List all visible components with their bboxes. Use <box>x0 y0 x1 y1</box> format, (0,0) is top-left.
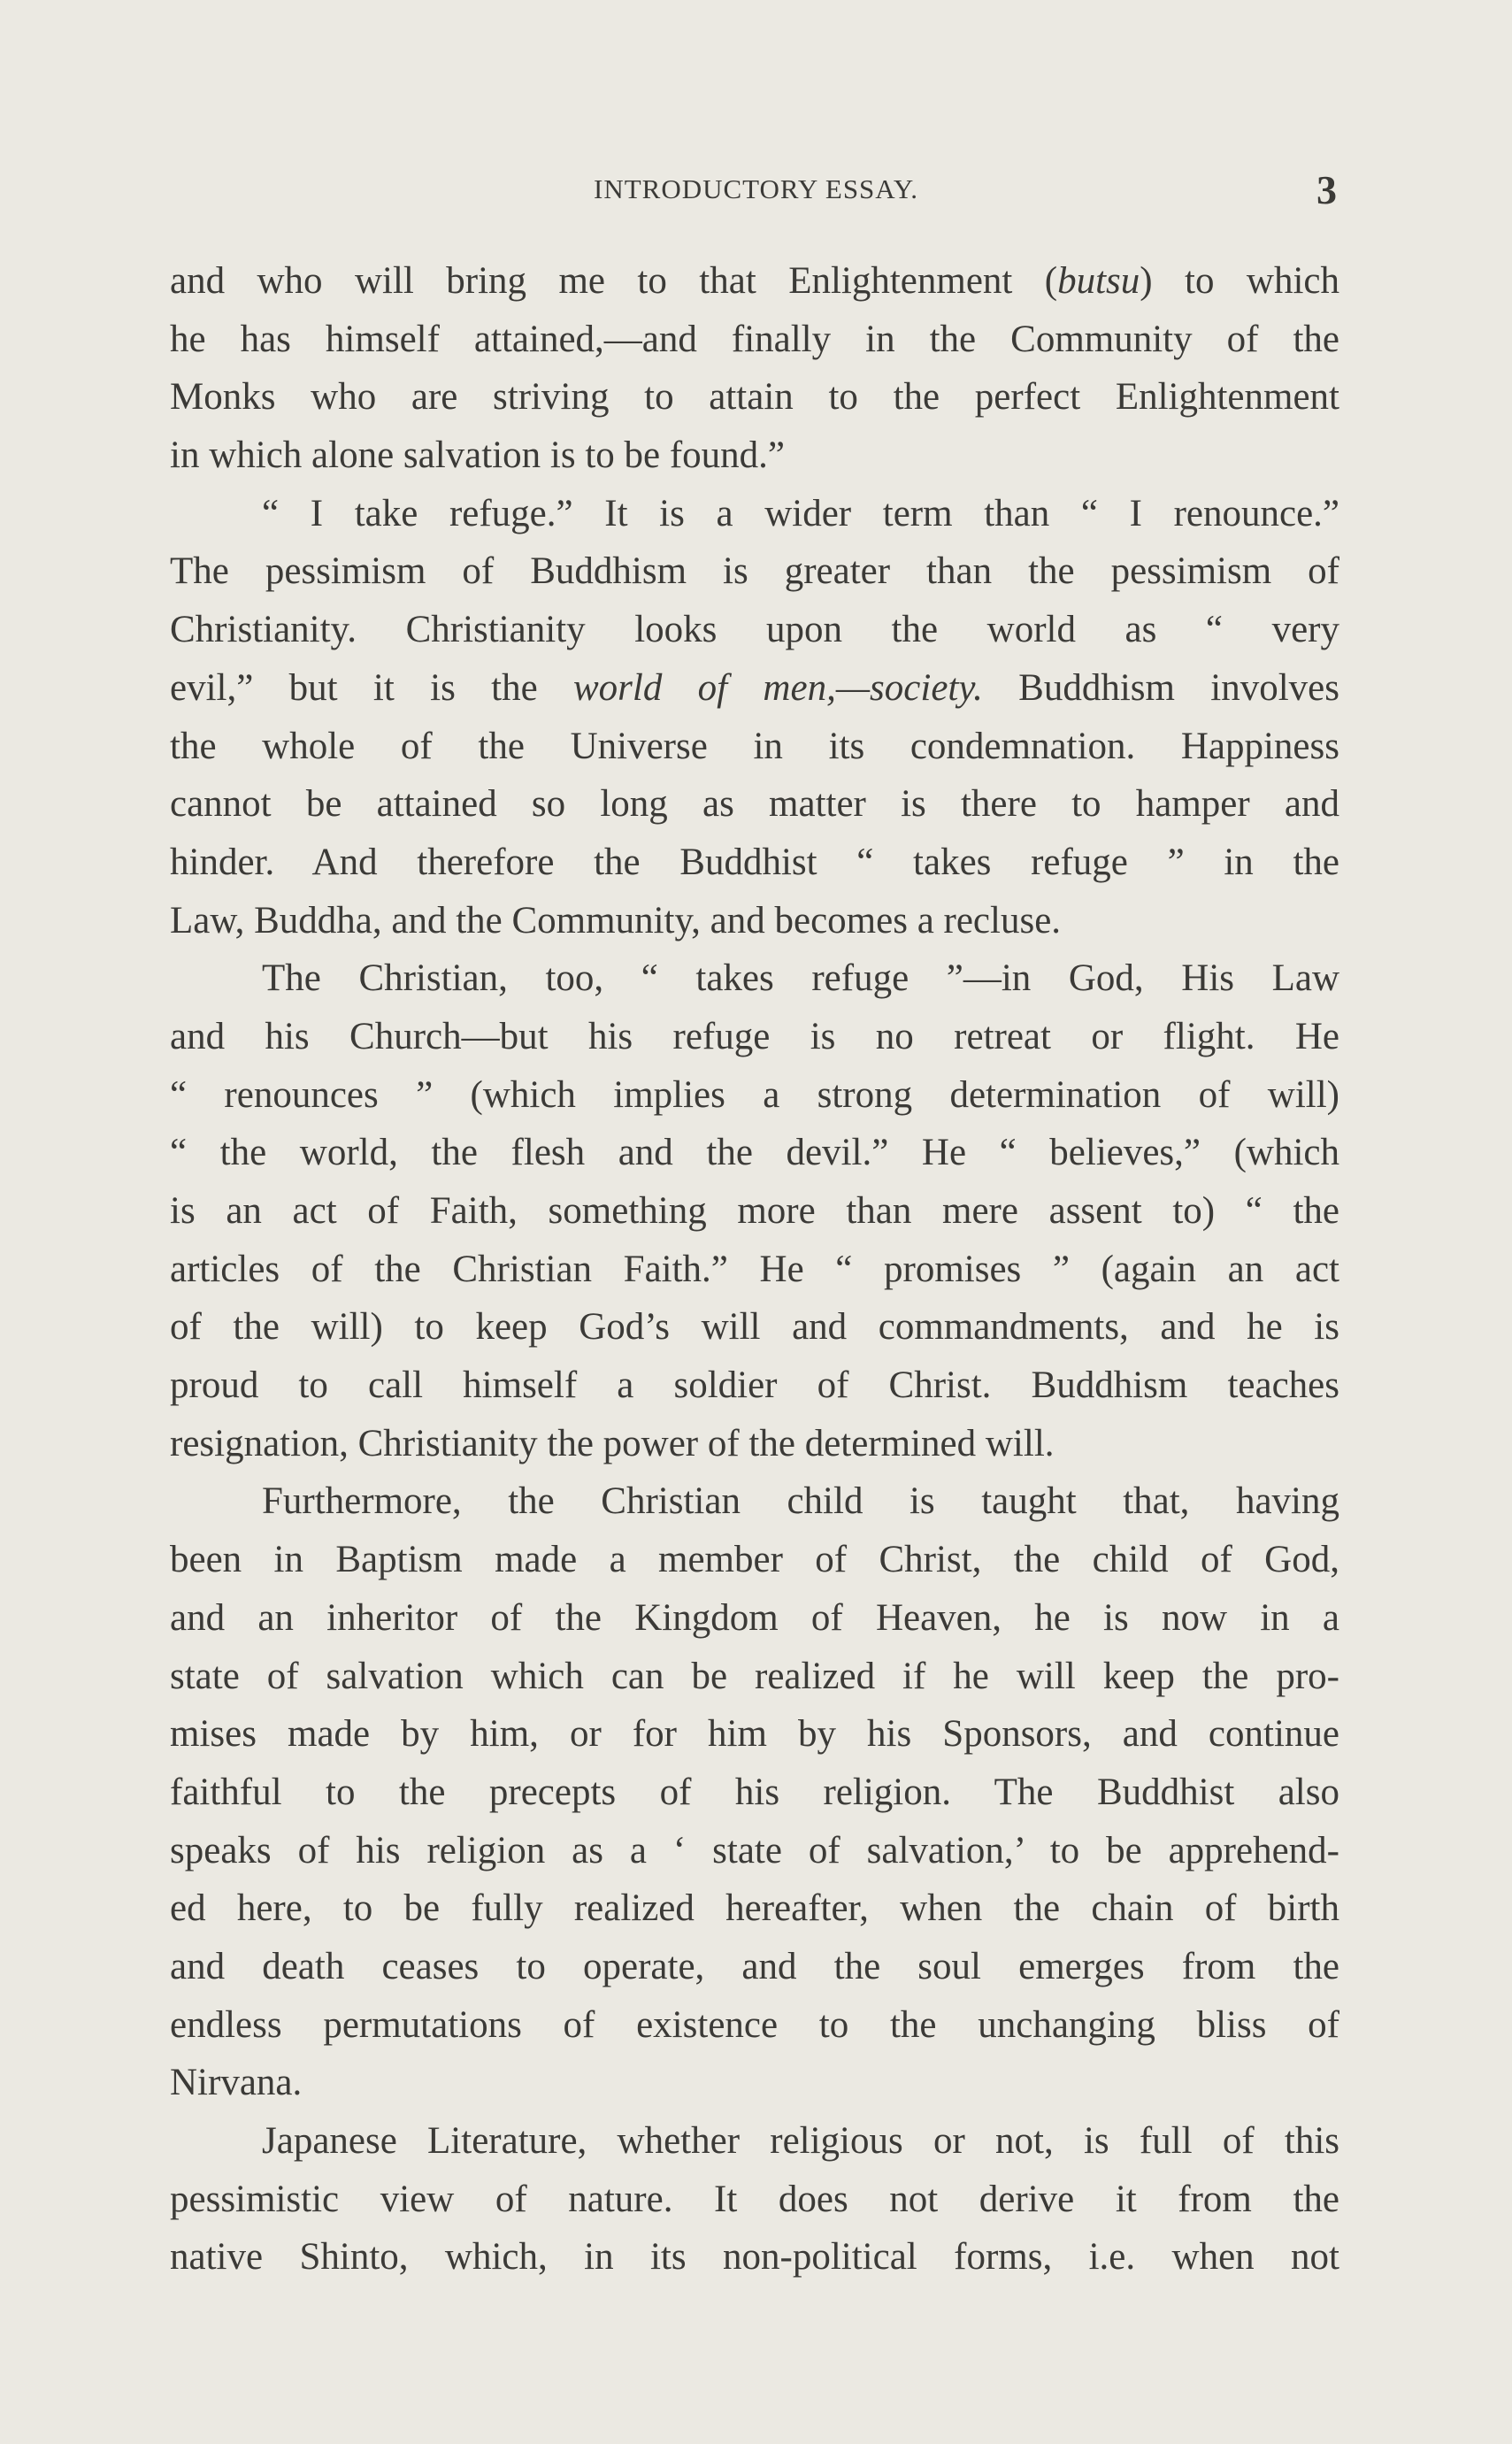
text-run: ) to which <box>1140 260 1339 302</box>
text-line <box>170 1472 1339 1531</box>
text-run: the whole of the Universe in its condemnation. Happiness <box>170 725 1339 767</box>
text-run: Nirvana. <box>170 2062 303 2104</box>
text-line <box>170 1589 1339 1648</box>
text-line <box>170 1415 1339 1473</box>
text-line <box>170 1764 1339 1822</box>
text-line <box>170 1648 1339 1706</box>
italic-text: butsu <box>1057 260 1140 302</box>
text-line <box>170 252 1339 311</box>
text-run: hinder. And therefore the Buddhist “ takes refuge ” in the <box>170 841 1339 883</box>
text-run: endless permutations of existence to the unchanging bliss of <box>170 2003 1339 2046</box>
text-line <box>170 311 1339 369</box>
text-run: he has himself attained,—and finally in the Community of the <box>170 318 1339 360</box>
text-run: is an act of Faith, something more than mere assent to) “ the <box>170 1190 1339 1232</box>
text-run: Buddhism involves <box>982 666 1339 709</box>
text-run: and death ceases to operate, and the soul emerges from the <box>170 1945 1339 1987</box>
text-line <box>170 949 1339 1008</box>
text-line <box>170 1879 1339 1938</box>
text-line <box>170 1241 1339 1299</box>
text-line <box>170 368 1339 427</box>
text-run: faithful to the precepts of his religion. The Buddhist also <box>170 1771 1339 1813</box>
text-line <box>170 2112 1339 2171</box>
text-line <box>170 1124 1339 1182</box>
text-run: proud to call himself a soldier of Christ. Buddhism teaches <box>170 1364 1339 1407</box>
text-run: The pessimism of Buddhism is greater than the pessimism of <box>170 550 1339 593</box>
text-run: evil,” but it is the <box>170 666 573 709</box>
text-run: mises made by him, or for him by his Sponsors, and continue <box>170 1713 1339 1756</box>
text-run: state of salvation which can be realized if he will keep the pro- <box>170 1655 1339 1697</box>
running-head: INTRODUCTORY ESSAY. <box>594 173 918 204</box>
text-run: Christianity. Christianity looks upon the world as “ very <box>170 609 1339 651</box>
text-line <box>170 601 1339 659</box>
text-line <box>170 1996 1339 2055</box>
text-line <box>170 1356 1339 1415</box>
text-line <box>170 659 1339 718</box>
text-run: Japanese Literature, whether religious or not, is full of this <box>262 2120 1339 2162</box>
text-run: of the will) to keep God’s will and commandments, and he is <box>170 1306 1339 1349</box>
text-line <box>170 1822 1339 1880</box>
body-text <box>170 252 1339 2286</box>
text-line <box>170 892 1339 950</box>
text-run: “ I take refuge.” It is a wider term than “ I renounce.” <box>262 492 1339 534</box>
text-run: articles of the Christian Faith.” He “ promises ” (again an act <box>170 1248 1339 1290</box>
text-run: and his Church—but his refuge is no retreat or flight. He <box>170 1015 1339 1057</box>
text-run: “ renounces ” (which implies a strong determination of will) <box>170 1073 1339 1116</box>
italic-text: world of men,—society. <box>572 666 983 709</box>
text-line <box>170 485 1339 543</box>
text-run: Furthermore, the Christian child is taught that, having <box>262 1480 1339 1523</box>
text-run: ed here, to be fully realized hereafter, when the chain of birth <box>170 1887 1339 1930</box>
text-run: been in Baptism made a member of Christ, the child of God, <box>170 1539 1339 1581</box>
text-line <box>170 2054 1339 2112</box>
text-line <box>170 2171 1339 2229</box>
text-run: Monks who are striving to attain to the perfect Enlightenment <box>170 376 1339 419</box>
text-run: and who will bring me to that Enlightenment ( <box>170 260 1058 302</box>
text-run: in which alone salvation is to be found.” <box>170 434 786 477</box>
text-run: Law, Buddha, and the Community, and becomes a recluse. <box>170 899 1062 941</box>
text-run: native Shinto, which, in its non-political forms, i.e. when not <box>170 2236 1339 2279</box>
text-run: pessimistic view of nature. It does not derive it from the <box>170 2178 1339 2220</box>
text-run: and an inheritor of the Kingdom of Heaven, he is now in a <box>170 1596 1339 1639</box>
text-line <box>170 1705 1339 1764</box>
text-line <box>170 1066 1339 1125</box>
text-line <box>170 775 1339 834</box>
text-run: resignation, Christianity the power of the determined will. <box>170 1422 1055 1464</box>
text-line <box>170 718 1339 776</box>
text-line <box>170 1182 1339 1241</box>
text-run: “ the world, the flesh and the devil.” He “ believes,” (which <box>170 1132 1339 1174</box>
text-line <box>170 834 1339 892</box>
text-line <box>170 427 1339 485</box>
text-run: cannot be attained so long as matter is there to hamper and <box>170 783 1339 826</box>
text-line <box>170 1298 1339 1356</box>
text-line <box>170 1938 1339 1996</box>
page-number: 3 <box>1316 167 1337 212</box>
text-line <box>170 542 1339 601</box>
text-run: The Christian, too, “ takes refuge ”—in God, His Law <box>262 957 1339 1000</box>
text-run: speaks of his religion as a ‘ state of salvation,’ to be apprehend- <box>170 1829 1339 1871</box>
text-line <box>170 2228 1339 2286</box>
text-line <box>170 1531 1339 1589</box>
text-line <box>170 1008 1339 1066</box>
